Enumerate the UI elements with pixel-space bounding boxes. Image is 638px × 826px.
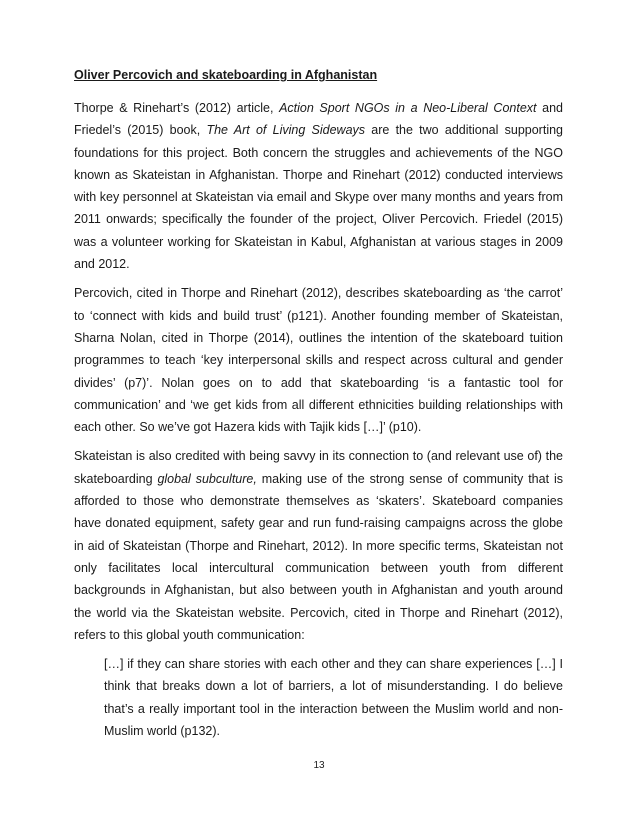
paragraph-subculture (74, 445, 563, 646)
book-title: The Art of Living Sideways (206, 123, 366, 138)
article-title: Action Sport NGOs in a Neo-Liberal Context (279, 101, 537, 115)
p1-text-1: Thorpe & Rinehart’s (2012) article, (74, 101, 280, 115)
section-heading: Oliver Percovich and skateboarding in Afghanistan (74, 68, 378, 82)
page-number: 13 (313, 760, 325, 771)
p3-text-1: Skateistan is also credited with being savvy in its connection to (and relevant use of) the skateboarding (74, 449, 563, 486)
p1-text-3: are the two additional supporting foundations for this project. Both concern the struggles and achievements of the NGO known as Skateistan in Afghanistan. Thorpe and Rinehart (2012) conducted interviews with key personnel at Skateistan via email and Skype over many months and years from 2011 onwards; specifically the founder of the project, Oliver Percovich. Friedel (2015) was a volunteer working for Skateistan in Kabul, Afghanistan at various stages in 2009 and 2012. (74, 123, 564, 272)
block-quote-wrapper (74, 653, 563, 742)
p1-text-2: and Friedel’s (2015) book, (74, 101, 563, 138)
page-content (74, 65, 563, 742)
p3-text-2: making use of the strong sense of community that is afforded to those who demonstrate themselves as ‘skaters’. Skateboard companies have donated equipment, safety gear and run fund-raising campaigns across the globe in aid of Skateistan (Thorpe and Rinehart, 2012). In more specific terms, Skateistan not only facilitates local intercultural communication between youth from different backgrounds in Afghanistan, but also between youth in Afghanistan and youth around the world via the Skateistan website. Percovich, cited in Thorpe and Rinehart (2012), refers to this global youth communication: (74, 471, 563, 642)
paragraph-sources (74, 97, 563, 275)
paragraph-carrot: Percovich, cited in Thorpe and Rinehart (2012), describes skateboarding as ‘the carrot’ to ‘connect with kids and build trust’ (p121). Another founding member of Skateistan, Sharna Nolan, cited in Thorpe (2014), outlines the intention of the skateboard tuition programmes to teach ‘key interpersonal skills and respect across cultural and gender divides’ (p7)’. Nolan goes on to add that skateboarding ‘is a fantastic tool for communication’ and ‘we get kids from all different ethnicities building relationships with each other. So we’ve got Hazera kids with Tajik kids […]’ (p10). (74, 286, 563, 435)
global-subculture-term: global subculture, (157, 471, 257, 486)
block-quote: […] if they can share stories with each other and they can share experiences […] I think that breaks down a lot of barriers, a lot of misunderstanding. I do believe that’s a really important tool in the interaction between the Muslim world and non-Muslim world (p132). (104, 657, 563, 739)
